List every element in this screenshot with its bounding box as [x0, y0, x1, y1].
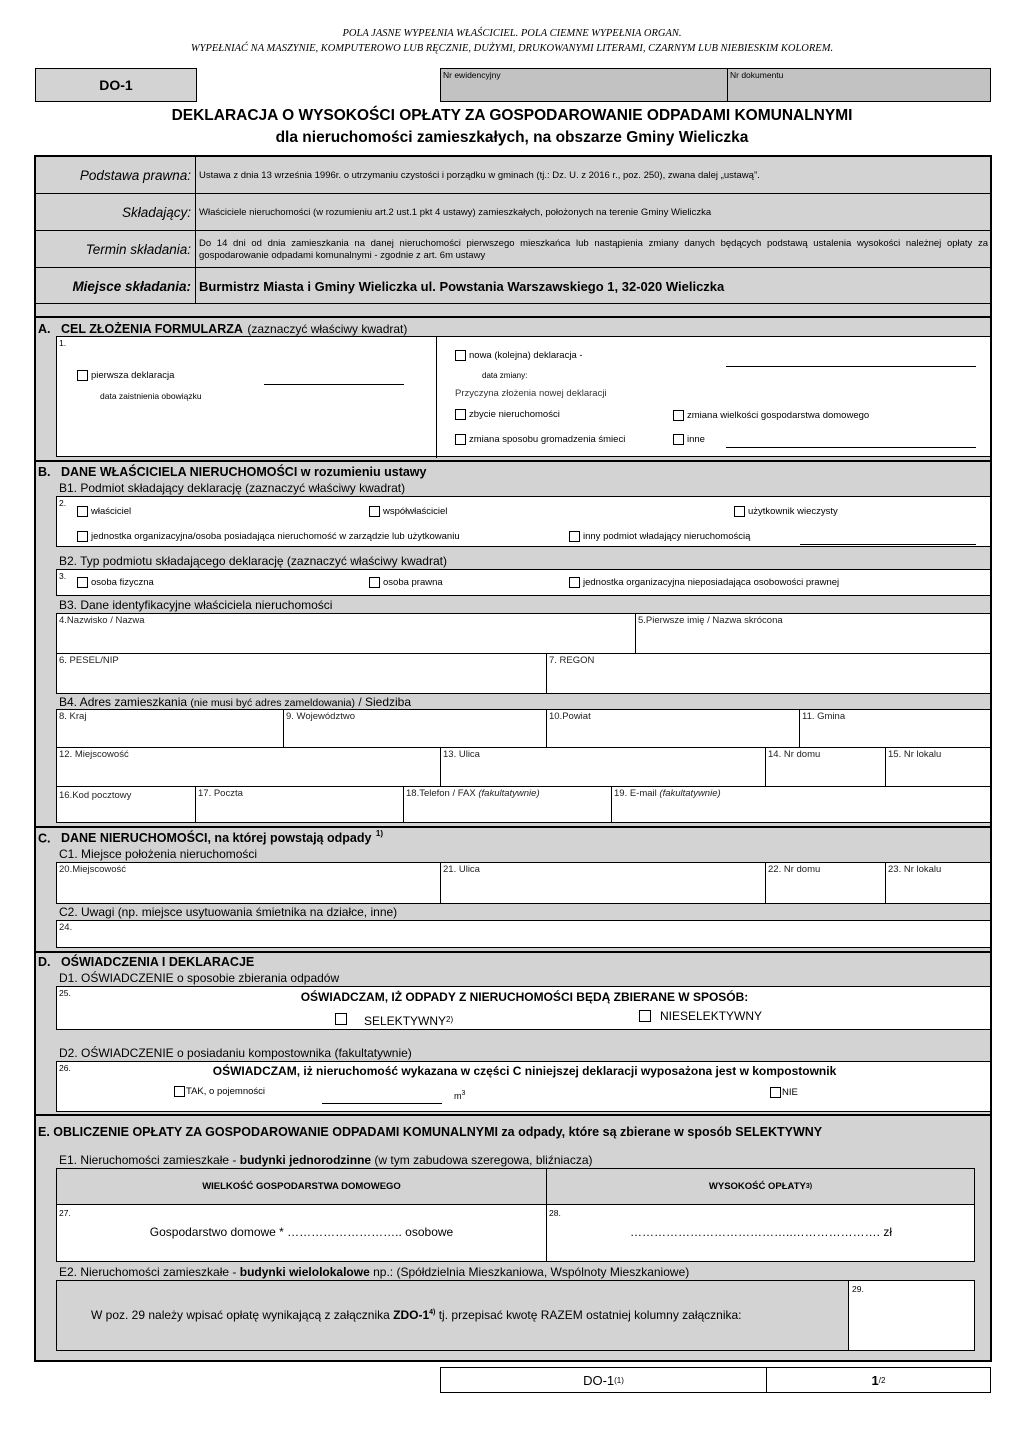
first-name-label: 5.Pierwsze imię / Nazwa skrócona	[638, 615, 783, 626]
termin-row	[36, 231, 990, 268]
section-c-letter: C.	[38, 831, 51, 846]
e2-instruction-b: ZDO-1	[393, 1308, 430, 1322]
section-c-footnote: 1)	[375, 829, 383, 838]
skladajacy-row	[36, 194, 990, 231]
b2-heading: B2. Typ podmiotu składającego deklarację (zaznaczyć właściwy kwadrat)	[59, 554, 447, 568]
coowner-label: współwłaściciel	[383, 506, 448, 517]
section-c-title: DANE NIERUCHOMOŚCI, na której powstają odpady	[60, 831, 372, 846]
skladajacy-label: Składający:	[121, 205, 191, 220]
skladajacy-value: Właściciele nieruchomości (w rozumieniu art.2 ust.1 pkt 4 ustawy) zamieszkałych, położonych na terenie Gminy Wieliczka	[195, 194, 990, 231]
email-field[interactable]	[611, 786, 991, 823]
form-code: DO-1	[99, 77, 133, 93]
checkbox-icon[interactable]	[569, 577, 580, 588]
page-number-text: 1	[871, 1372, 879, 1388]
owner-checkbox[interactable]	[77, 506, 131, 517]
checkbox-icon[interactable]	[734, 506, 745, 517]
section-b-letter: B.	[38, 465, 51, 479]
e2-instruction	[91, 1308, 742, 1322]
section-a-title: CEL ZŁOŻENIA FORMULARZA	[60, 322, 243, 336]
first-name-field[interactable]	[635, 613, 991, 654]
fee-header-sup: 3)	[805, 1183, 813, 1190]
postal-code-label: 16.Kod pocztowy	[59, 790, 132, 801]
e1-table-row	[56, 1204, 975, 1262]
e2-heading-c: np.: (Spółdzielnia Mieszkaniowa, Wspólnoty Mieszkaniowe)	[369, 1265, 690, 1279]
form-code-box	[35, 68, 197, 102]
org-no-legal-checkbox[interactable]	[569, 577, 839, 588]
first-date-input[interactable]	[264, 373, 404, 385]
other-entity-label: inny podmiot władający nieruchomością	[583, 531, 751, 542]
natural-person-label: osoba fizyczna	[91, 577, 154, 588]
b1-heading: B1. Podmiot składający deklarację (zaznaczyć właściwy kwadrat)	[59, 481, 406, 495]
field-number: 27.	[59, 1208, 71, 1218]
checkbox-icon[interactable]	[673, 410, 684, 421]
b4-heading-b: (nie musi być adres zameldowania)	[190, 697, 355, 709]
new-declaration-label: nowa (kolejna) deklaracja -	[469, 350, 583, 361]
c2-heading: C2. Uwagi (np. miejsce usytuowania śmietnika na działce, inne)	[59, 905, 398, 919]
reason-household-checkbox[interactable]	[673, 410, 869, 421]
first-declaration-checkbox[interactable]	[77, 370, 174, 381]
section-a-box	[56, 336, 991, 457]
b4-heading-a: B4. Adres zamieszkania	[59, 695, 188, 709]
property-street-field[interactable]	[440, 862, 766, 904]
nr-ewidencyjny-field	[440, 68, 728, 102]
instructions	[0, 26, 1024, 56]
page-title: DEKLARACJA O WYSOKOŚCI OPŁATY ZA GOSPODAROWANIE ODPADAMI KOMUNALNYMI	[171, 107, 853, 124]
e2-instruction-c: tj. przepisać kwotę RAZEM ostatniej kolumny załącznika:	[435, 1308, 742, 1322]
reason-household-label: zmiana wielkości gospodarstwa domowego	[687, 410, 870, 421]
compost-no-label: NIE	[782, 1087, 798, 1098]
property-city-label: 20.Miejscowość	[59, 864, 127, 875]
divider	[36, 460, 990, 462]
compost-no-checkbox[interactable]	[770, 1087, 798, 1098]
property-flat-field[interactable]	[885, 862, 991, 904]
household-size-header: WIELKOŚĆ GOSPODARSTWA DOMOWEGO	[202, 1181, 401, 1192]
section-d-header	[38, 953, 254, 971]
email-optional: (fakultatywnie)	[659, 788, 721, 799]
selective-footnote: 2)	[446, 1014, 454, 1024]
b3-heading: B3. Dane identyfikacyjne właściciela nieruchomości	[59, 598, 333, 612]
checkbox-icon[interactable]	[639, 1010, 651, 1022]
checkbox-icon[interactable]	[455, 350, 466, 361]
coowner-checkbox[interactable]	[369, 506, 447, 517]
section-b-header	[38, 463, 426, 481]
c1-heading: C1. Miejsce położenia nieruchomości	[59, 847, 258, 861]
instructions-line1: POLA JASNE WYPEŁNIA WŁAŚCICIEL. POLA CIEMNE WYPEŁNIA ORGAN.	[342, 28, 682, 39]
section-b-title: DANE WŁAŚCICIELA NIERUCHOMOŚCI w rozumieniu ustawy	[60, 465, 427, 479]
e2-instruction-sup: 4)	[429, 1309, 436, 1316]
nr-dokumentu-field	[727, 68, 991, 102]
phone-label-text: 18.Telefon / FAX	[406, 788, 476, 799]
flat-number-label: 15. Nr lokalu	[888, 749, 942, 760]
divider	[36, 1114, 990, 1116]
capacity-unit	[454, 1090, 465, 1101]
reason-collection-checkbox[interactable]	[455, 434, 625, 445]
street-label: 13. Ulica	[443, 749, 480, 760]
podstawa-label: Podstawa prawna:	[79, 168, 191, 183]
e2-heading	[59, 1265, 689, 1279]
checkbox-icon[interactable]	[335, 1013, 347, 1025]
e1-table-header	[56, 1168, 975, 1205]
selective-checkbox[interactable]	[335, 1010, 453, 1028]
capacity-unit-sup: 3	[461, 1090, 466, 1097]
field-number: 29.	[852, 1284, 864, 1294]
country-field[interactable]	[56, 709, 284, 748]
termin-value: Do 14 dni od dnia zamieszkania na danej nieruchomości pierwszego mieszkańca lub nastąpienia zmiany danych będących podstawą ustalenia wysokości należnej opłaty za gospodarowanie odpadami komunalnymi - zgodnie z art. 6m ustawy	[195, 231, 990, 268]
pesel-label: 6. PESEL/NIP	[59, 655, 119, 666]
checkbox-icon[interactable]	[455, 409, 466, 420]
section-e-title: E. OBLICZENIE OPŁATY ZA GOSPODAROWANIE ODPADAMI KOMUNALNYMI za odpady, które są zbierane w sposób SELEKTYWNY	[38, 1125, 823, 1139]
reason-other-label: inne	[687, 434, 705, 445]
footer-code	[441, 1368, 766, 1392]
divider	[36, 826, 990, 828]
reason-collection-label: zmiana sposobu gromadzenia śmieci	[469, 434, 626, 445]
b4-heading	[59, 695, 411, 709]
checkbox-icon[interactable]	[77, 370, 88, 381]
podstawa-row	[36, 157, 990, 194]
d2-heading: D2. OŚWIADCZENIE o posiadaniu kompostownika (fakultatywnie)	[59, 1046, 412, 1060]
b2-box	[56, 569, 991, 596]
post-office-label: 17. Poczta	[198, 788, 243, 799]
checkbox-icon[interactable]	[369, 506, 380, 517]
perpetual-user-label: użytkownik wieczysty	[748, 506, 838, 517]
selective-label: SELEKTYWNY	[364, 1014, 447, 1028]
property-house-field[interactable]	[765, 862, 886, 904]
miejsce-row	[36, 268, 990, 304]
termin-label: Termin składania:	[85, 242, 191, 257]
fee-cell	[546, 1205, 974, 1261]
reason-sale-checkbox[interactable]	[455, 409, 560, 420]
page-footer	[440, 1367, 991, 1393]
divider	[436, 337, 437, 458]
section-c-header	[38, 829, 383, 847]
fee-amount-input[interactable]: …………………………………..…………………. zł	[629, 1225, 892, 1239]
first-date-label: data zaistnienia obowiązku	[100, 391, 202, 401]
voivodeship-field[interactable]	[283, 709, 547, 748]
miejsce-value: Burmistrz Miasta i Gminy Wieliczka ul. Powstania Warszawskiego 1, 32-020 Wieliczka	[195, 268, 990, 304]
field-number: 25.	[59, 988, 71, 998]
info-block	[36, 157, 990, 310]
e1-heading-b: budynki jednorodzinne	[239, 1153, 372, 1167]
org-no-legal-label: jednostka organizacyjna nieposiadająca osobowości prawnej	[583, 577, 840, 588]
other-entity-checkbox[interactable]	[569, 531, 750, 542]
household-size-input[interactable]: Gospodarstwo domowe * ……………………….. osobowe	[149, 1225, 454, 1239]
podstawa-value: Ustawa z dnia 13 września 1996r. o utrzymaniu czystości i porządku w gminach (tj.: Dz. U. z 2016 r., poz. 250), zwana dalej „ustawą”.	[195, 157, 990, 194]
street-field[interactable]	[440, 747, 766, 787]
e2-box	[56, 1280, 975, 1351]
property-city-field[interactable]	[56, 862, 441, 904]
flat-number-field[interactable]	[885, 747, 991, 787]
nonselective-label: NIESELEKTYWNY	[660, 1009, 763, 1023]
city-field[interactable]	[56, 747, 441, 787]
miejsce-label: Miejsce składania:	[72, 278, 191, 294]
divider	[36, 316, 990, 318]
divider	[36, 303, 990, 304]
other-entity-input[interactable]	[800, 534, 976, 545]
checkbox-icon[interactable]	[77, 577, 88, 588]
commune-label: 11. Gmina	[802, 711, 846, 722]
section-a-hint: (zaznaczyć właściwy kwadrat)	[247, 322, 408, 336]
b1-box	[56, 496, 991, 547]
perpetual-user-checkbox[interactable]	[734, 506, 838, 517]
new-declaration-checkbox[interactable]	[455, 350, 583, 361]
first-declaration-label: pierwsza deklaracja	[91, 370, 175, 381]
checkbox-icon[interactable]	[77, 531, 88, 542]
e2-heading-b: budynki wielolokalowe	[239, 1265, 370, 1279]
e2-instruction-a: W poz. 29 należy wpisać opłatę wynikającą z załącznika	[91, 1308, 394, 1322]
property-house-label: 22. Nr domu	[768, 864, 821, 875]
compost-statement: OŚWIADCZAM, iż nieruchomość wykazana w części C niniejszej deklaracji wyposażona jest w kompostownik	[212, 1064, 837, 1078]
new-date-input[interactable]	[726, 353, 976, 367]
field-number: 26.	[59, 1063, 71, 1073]
phone-field[interactable]	[403, 786, 612, 823]
owner-label: właściciel	[91, 506, 132, 517]
remarks-label: 24.	[59, 922, 73, 933]
collection-statement: OŚWIADCZAM, IŻ ODPADY Z NIERUCHOMOŚCI BĘDĄ ZBIERANE W SPOSÓB:	[300, 990, 749, 1004]
checkbox-icon[interactable]	[673, 434, 684, 445]
e1-heading	[59, 1153, 593, 1167]
footer-code-sub: (1)	[614, 1375, 624, 1385]
natural-person-checkbox[interactable]	[77, 577, 154, 588]
d2-box	[56, 1061, 991, 1112]
country-label: 8. Kraj	[59, 711, 87, 722]
surname-field[interactable]	[56, 613, 636, 654]
phone-label	[406, 788, 540, 799]
compost-yes-label: TAK, o pojemności	[186, 1086, 266, 1097]
reason-other-input[interactable]	[726, 436, 976, 448]
email-label	[614, 788, 721, 799]
d1-heading: D1. OŚWIADCZENIE o sposobie zbierania odpadów	[59, 971, 340, 985]
property-street-label: 21. Ulica	[443, 864, 480, 875]
fee-header-text: WYSOKOŚĆ OPŁATY	[708, 1181, 806, 1192]
d1-box	[56, 986, 991, 1030]
new-date-label: data zmiany:	[482, 371, 528, 380]
commune-field[interactable]	[799, 709, 991, 748]
post-office-field[interactable]	[195, 786, 404, 823]
page-total: /2	[878, 1375, 886, 1385]
e1-heading-a: E1. Nieruchomości zamieszkałe -	[59, 1153, 240, 1167]
regon-label: 7. REGON	[549, 655, 595, 666]
legal-person-label: osoba prawna	[383, 577, 443, 588]
property-flat-label: 23. Nr lokalu	[888, 864, 942, 875]
section-d-title: OŚWIADCZENIA I DEKLARACJE	[60, 955, 255, 969]
surname-label: 4.Nazwisko / Nazwa	[59, 615, 145, 626]
nr-ewidencyjny-label: Nr ewidencyjny	[443, 70, 501, 80]
checkbox-icon[interactable]	[369, 577, 380, 588]
reason-sale-label: zbycie nieruchomości	[469, 409, 560, 420]
house-number-field[interactable]	[765, 747, 886, 787]
instructions-line2: WYPEŁNIAĆ NA MASZYNIE, KOMPUTEROWO LUB RĘCZNIE, DUŻYMI, DRUKOWANYMI LITERAMI, CZARNYM LUB NIEBIESKIM KOLOREM.	[190, 43, 834, 54]
city-label: 12. Miejscowość	[59, 749, 129, 760]
fee-header	[546, 1169, 974, 1204]
reason-other-checkbox[interactable]	[673, 434, 705, 445]
nonselective-checkbox[interactable]	[639, 1009, 762, 1023]
remarks-field[interactable]	[56, 920, 991, 948]
org-unit-checkbox[interactable]	[77, 531, 460, 542]
reason-label: Przyczyna złożenia nowej deklaracji	[455, 388, 607, 399]
field-number: 28.	[549, 1208, 561, 1218]
field-number: 2.	[59, 498, 67, 508]
e2-heading-a: E2. Nieruchomości zamieszkałe -	[59, 1265, 240, 1279]
checkbox-icon[interactable]	[455, 434, 466, 445]
footer-code-text: DO-1	[583, 1372, 615, 1388]
legal-person-checkbox[interactable]	[369, 577, 443, 588]
voivodeship-label: 9. Województwo	[286, 711, 355, 722]
checkbox-icon[interactable]	[569, 531, 580, 542]
email-label-text: 19. E-mail	[614, 788, 657, 799]
compost-yes-checkbox[interactable]	[174, 1086, 265, 1097]
section-a-letter: A.	[38, 322, 51, 336]
page-number	[766, 1368, 990, 1392]
b4-heading-c: / Siedziba	[358, 695, 412, 709]
checkbox-icon[interactable]	[174, 1086, 185, 1097]
compost-capacity-input[interactable]	[322, 1090, 442, 1104]
org-unit-label: jednostka organizacyjna/osoba posiadająca nieruchomość w zarządzie lub użytkowaniu	[91, 531, 460, 542]
total-fee-field[interactable]	[848, 1281, 974, 1350]
checkbox-icon[interactable]	[770, 1087, 781, 1098]
house-number-label: 14. Nr domu	[768, 749, 821, 760]
capacity-unit-text: m	[454, 1091, 462, 1101]
section-d-letter: D.	[38, 955, 51, 969]
regon-field[interactable]	[546, 653, 991, 694]
field-number: 1.	[59, 338, 67, 348]
e1-heading-c: (w tym zabudowa szeregowa, bliźniacza)	[371, 1153, 593, 1167]
checkbox-icon[interactable]	[77, 506, 88, 517]
page-subtitle: dla nieruchomości zamieszkałych, na obszarze Gminy Wieliczka	[275, 129, 749, 146]
nr-dokumentu-label: Nr dokumentu	[730, 70, 784, 80]
field-number: 3.	[59, 571, 67, 581]
phone-optional: (fakultatywnie)	[478, 788, 540, 799]
district-label: 10.Powiat	[549, 711, 591, 722]
postal-code-field[interactable]	[56, 786, 196, 823]
district-field[interactable]	[546, 709, 800, 748]
pesel-field[interactable]	[56, 653, 547, 694]
